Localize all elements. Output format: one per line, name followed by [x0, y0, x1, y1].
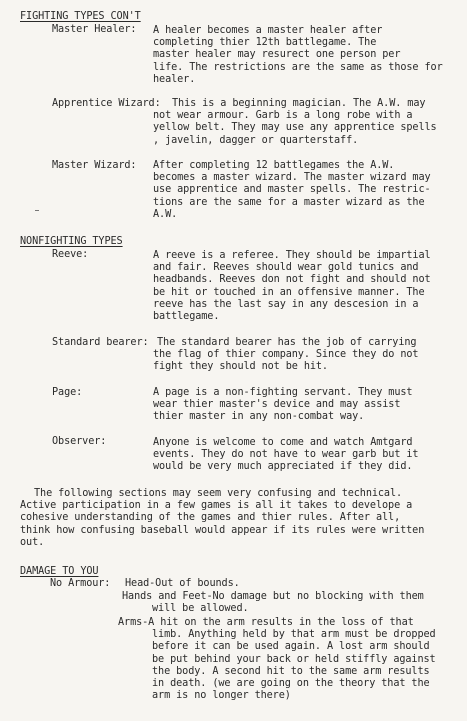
- definition-line: be put behind your back or held stiffly against: [152, 653, 436, 665]
- definition-line: A healer becomes a master healer after: [153, 25, 383, 36]
- definition-line: After completing 12 battlegames the A.W.: [153, 160, 395, 171]
- definition-line: life. The restrictions are the same as those for: [153, 61, 443, 73]
- definition-line: not wear armour. Garb is a long robe with a: [153, 110, 413, 122]
- definition-line: Anyone is welcome to come and watch Amtgard: [153, 437, 413, 448]
- definition-line: in death. (we are going on the theory that the: [152, 678, 430, 690]
- definition-line: A page is a non-fighting servant. They must: [153, 387, 413, 398]
- definition-hands-and-feet: [122, 591, 424, 615]
- definition-line: would be very much appreciated if they did.: [153, 461, 413, 473]
- definition-line: fight they should not be hit.: [153, 361, 328, 373]
- definition-arms: [118, 617, 436, 702]
- term-master-wizard: Master Wizard:: [52, 160, 137, 171]
- definition-line: yellow belt. They may use any apprentice spells: [153, 122, 437, 134]
- definition-line: thier master in any non-combat way.: [153, 411, 365, 423]
- definition-line: healer.: [153, 73, 196, 85]
- definition-line: This is a beginning magician. The A.W. may: [172, 98, 426, 109]
- term-no-armour: No Armour:: [50, 578, 111, 589]
- definition-line: limb. Anything held by that arm must be dropped: [152, 629, 436, 641]
- paragraph-line: Active participation in a few games is all it takes to develope a: [20, 500, 413, 512]
- definition-line: Hands and Feet-No damage but no blocking with them: [122, 591, 424, 602]
- term-observer: Observer:: [52, 436, 107, 447]
- definition-line: the flag of thier company. Since they do not: [153, 349, 419, 361]
- term-page: Page:: [52, 387, 83, 398]
- definition-line: the body. A second hit to the same arm results: [152, 665, 430, 677]
- term-standard-bearer: Standard bearer:: [52, 337, 149, 348]
- definition-line: A.W.: [153, 208, 178, 220]
- definition-observer: [153, 437, 418, 474]
- definition-line: and fair. Reeves should wear gold tunics and: [153, 262, 419, 274]
- definition-line: , javelin, dagger or quarterstaff.: [153, 134, 359, 146]
- definition-line: tions are the same for a master wizard as the: [153, 196, 425, 208]
- term-reeve: Reeve:: [52, 249, 89, 260]
- definition-standard-bearer: [153, 337, 419, 374]
- paragraph-line: out.: [20, 536, 45, 548]
- term-master-healer: Master Healer:: [52, 24, 137, 35]
- section-heading-nonfighting-types: NONFIGHTING TYPES: [20, 236, 123, 247]
- definition-line: becomes a master wizard. The master wizard may: [153, 172, 431, 184]
- definition-line: battlegame.: [153, 311, 220, 323]
- definition-line: Head-Out of bounds.: [125, 578, 240, 589]
- definition-line: use apprentice and master spells. The restric-: [153, 184, 431, 196]
- definition-line: before it can be used again. A lost arm should: [152, 641, 430, 653]
- definition-master-healer: [153, 25, 443, 86]
- definition-line: wear thier master's device and may assist: [153, 399, 401, 411]
- definition-head: [125, 578, 240, 590]
- intro-paragraph: [20, 488, 424, 549]
- definition-line: be hit or touched in an offensive manner. The: [153, 286, 425, 298]
- definition-line: headbands. Reeves don not fight and should not: [153, 274, 431, 286]
- definition-reeve: [153, 250, 431, 323]
- definition-line: arm is no longer there): [152, 690, 291, 702]
- section-heading-fighting-types: FIGHTING TYPES CON'T: [20, 11, 141, 22]
- stray-mark: [35, 210, 39, 211]
- definition-line: events. They do not have to wear garb but it: [153, 449, 419, 461]
- definition-line: will be allowed.: [152, 603, 249, 615]
- definition-line: completing thier 12th battlegame. The: [153, 37, 377, 49]
- paragraph-line: cohesive understanding of the games and thier rules. After all,: [20, 512, 401, 524]
- paragraph-line: The following sections may seem very confusing and technical.: [34, 488, 403, 499]
- definition-line: The standard bearer has the job of carrying: [157, 337, 417, 348]
- section-heading-damage-to-you: DAMAGE TO YOU: [20, 566, 99, 577]
- definition-line: reeve has the last say in any descesion in a: [153, 298, 419, 310]
- definition-page: [153, 387, 412, 424]
- paragraph-line: think how confusing baseball would appear if its rules were written: [20, 524, 425, 536]
- definition-line: Arms-A hit on the arm results in the loss of that: [118, 617, 414, 628]
- term-apprentice-wizard: Apprentice Wizard:: [52, 98, 161, 109]
- definition-master-wizard: [153, 160, 431, 221]
- definition-line: A reeve is a referee. They should be impartial: [153, 250, 431, 261]
- definition-line: master healer may resurect one person per: [153, 49, 401, 61]
- definition-apprentice-wizard: [153, 98, 437, 147]
